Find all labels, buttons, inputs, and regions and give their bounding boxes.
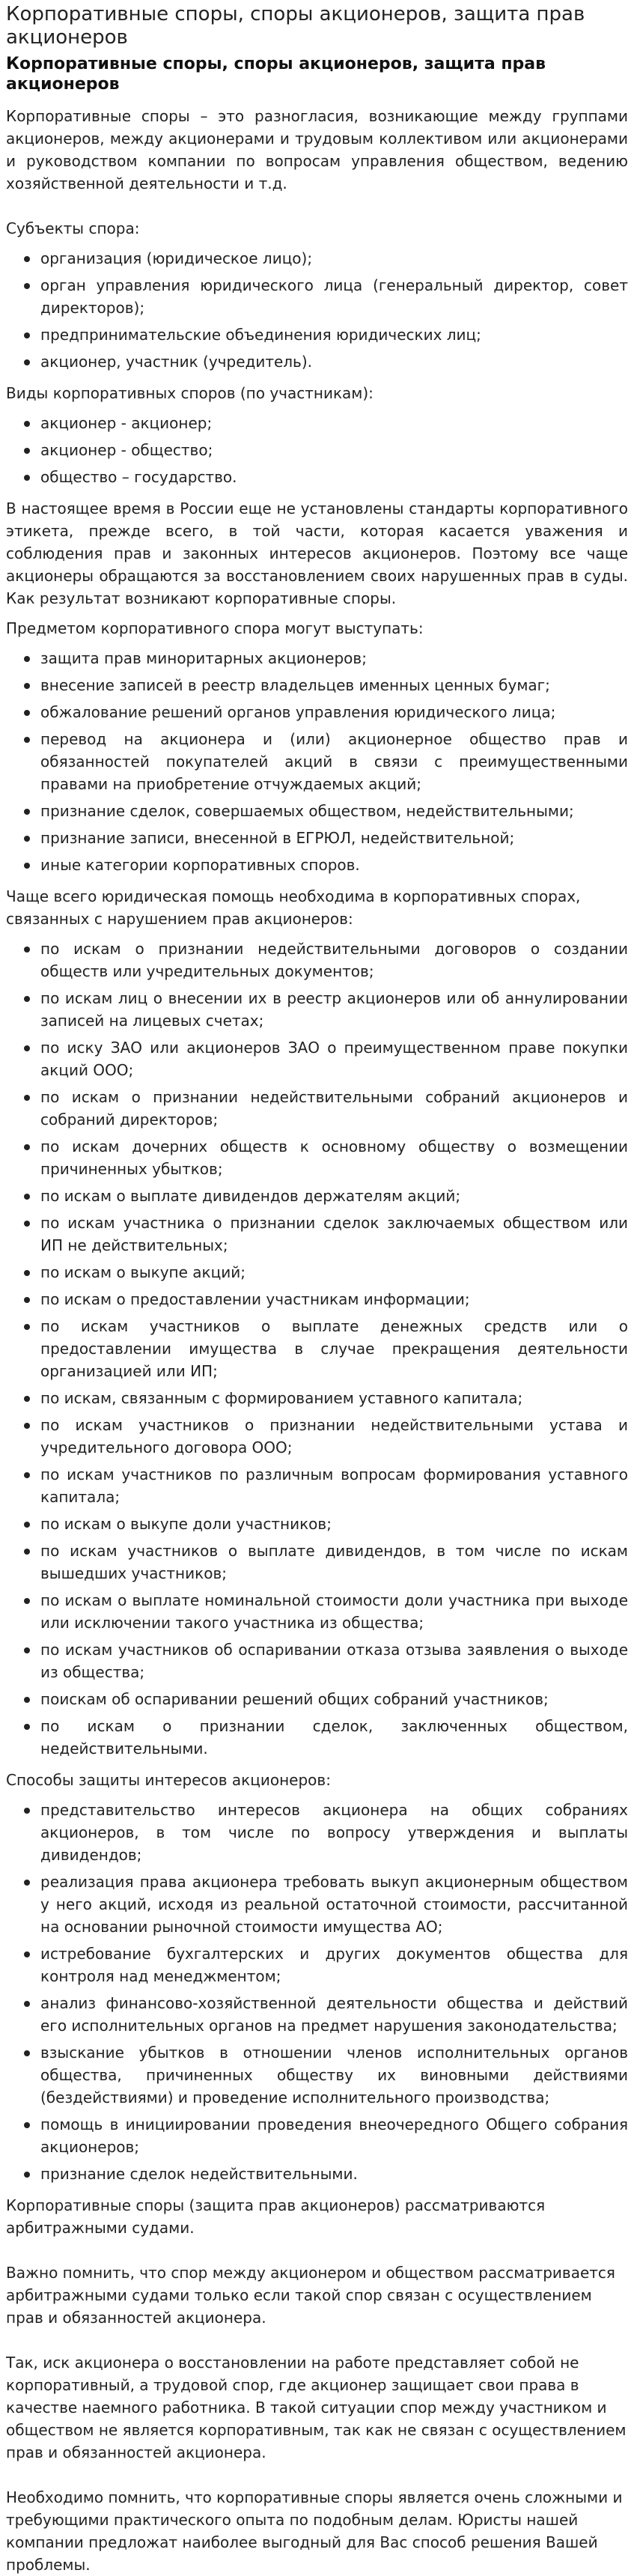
list-item-text: организация (юридическое лицо); xyxy=(40,249,313,267)
bullet-icon xyxy=(24,947,30,953)
list-item-text: по искам лиц о внесении их в реестр акционеров или об аннулировании записей на лицевых счетах; xyxy=(40,989,628,1030)
bullet-icon xyxy=(24,1549,30,1555)
bullet-icon xyxy=(24,1144,30,1150)
list-item-text: реализация права акционера требовать выкуп акционерным обществом у него акций, исходя из реальной остаточной стоимости, рассчитанной на основании рыночной стоимости имущества АО; xyxy=(40,1873,628,1936)
list-item-text: по искам участников о признании недействительными устава и учредительного договора ООО; xyxy=(40,1416,628,1456)
final-paragraph: Необходимо помнить, что корпоративные споры является очень сложными и требующими практического опыта по подобным делам. Юристы нашей компании предложат наиболее выгодный для Вас способ решения Вашей проблемы. xyxy=(6,2488,623,2574)
list-item-text: по искам дочерних обществ к основному обществу о возмещении причиненных убытков; xyxy=(40,1137,628,1178)
bullet-icon xyxy=(24,448,30,454)
list-item xyxy=(40,1638,628,1683)
list-item xyxy=(40,1387,628,1409)
legal-help-title: Чаще всего юридическая помощь необходима в корпоративных спорах, связанных с нарушением прав акционеров: xyxy=(6,887,581,928)
list-item xyxy=(40,1135,628,1180)
bullet-icon xyxy=(24,2172,30,2178)
list-item-text: признание сделок, совершаемых обществом, недействительными; xyxy=(40,802,574,820)
list-item-text: акционер - общество; xyxy=(40,441,213,459)
list-item-text: по иску ЗАО или акционеров ЗАО о преимущественном праве покупки акций ООО; xyxy=(40,1039,628,1079)
russia-paragraph: В настоящее время в России еще не установлены стандарты корпоративного этикета, прежде всего, в той части, которая касается уважения и соблюдения прав и законных интересов акционеров. Поэтому все чаще акционеры обращаются за восстановлением своих нарушенных прав в суды. Как результат возникают корпоративные споры. xyxy=(6,499,628,607)
bullet-icon xyxy=(24,1808,30,1814)
bullet-icon xyxy=(24,1270,30,1276)
list-item xyxy=(40,1688,628,1710)
list-item xyxy=(40,1589,628,1634)
list-item xyxy=(40,247,628,270)
list-item-text: по искам участников об оспаривании отказа отзыва заявления о выходе из общества; xyxy=(40,1641,628,1681)
list-item xyxy=(40,1715,628,1760)
list-item-text: общество – государство. xyxy=(40,468,237,486)
list-item-text: акционер - акционер; xyxy=(40,414,213,432)
list-item-text: по искам о предоставлении участникам информации; xyxy=(40,1290,470,1308)
bullet-icon xyxy=(24,1598,30,1604)
bullet-icon xyxy=(24,836,30,842)
spacer xyxy=(6,2239,628,2261)
list-item-text: помощь в инициировании проведения внеочередного Общего собрания акционеров; xyxy=(40,2115,628,2156)
list-item-text: перевод на акционера и (или) акционерное общество прав и обязанностей покупателей акций в связи с преимущественными правами на приобретение отчуждаемых акций; xyxy=(40,730,628,793)
bullet-icon xyxy=(24,2122,30,2128)
list-item-text: орган управления юридического лица (генеральный директор, совет директоров); xyxy=(40,276,628,317)
bullet-icon xyxy=(24,1095,30,1101)
important-paragraph: Важно помнить, что спор между акционером и обществом рассматривается арбитражными судами только если такой спор связан с осуществлением прав и обязанностей акционера. xyxy=(6,2264,615,2327)
list-item-text: поискам об оспаривании решений общих собраний участников; xyxy=(40,1690,549,1708)
list-item xyxy=(40,1185,628,1207)
list-item-text: признание сделок недействительными. xyxy=(40,2165,358,2183)
list-item xyxy=(40,728,628,795)
list-item-text: защита прав миноритарных акционеров; xyxy=(40,649,367,667)
list-item-text: акционер, участник (учредитель). xyxy=(40,353,313,371)
list-item xyxy=(40,1036,628,1081)
bullet-icon xyxy=(24,1951,30,1957)
article-heading: Корпоративные споры, споры акционеров, защита прав акционеров xyxy=(6,55,546,94)
spacer xyxy=(6,2464,628,2486)
bullet-icon xyxy=(24,1423,30,1429)
list-item xyxy=(40,1463,628,1508)
list-item-text: предпринимательские объединения юридических лиц; xyxy=(40,326,481,344)
list-item xyxy=(40,827,628,849)
spacer xyxy=(6,195,628,217)
bullet-icon xyxy=(24,1880,30,1886)
bullet-icon xyxy=(24,256,30,262)
bullet-icon xyxy=(24,332,30,338)
arbitration-paragraph: Корпоративные споры (защита прав акционеров) рассматриваются арбитражными судами. xyxy=(6,2196,546,2237)
bullet-icon xyxy=(24,475,30,481)
bullet-icon xyxy=(24,1324,30,1330)
list-item xyxy=(40,674,628,696)
bullet-icon xyxy=(24,1697,30,1703)
list-item-text: по искам о признании недействительными договоров о создании обществ или учредительных документов; xyxy=(40,940,628,980)
list-item xyxy=(40,1212,628,1257)
bullet-icon xyxy=(24,359,30,365)
list-item xyxy=(40,1540,628,1585)
bullet-icon xyxy=(24,809,30,815)
intro-paragraph: Корпоративные споры – это разногласия, возникающие между группами акционеров, между акционерами и трудовым коллективом или акционерами и руководством компании по вопросам управления обществом, ведению хозяйственной деятельности и т.д. xyxy=(6,107,628,192)
list-item-text: по искам о выплате номинальной стоимости доли участника при выходе или исключении такого участника из общества; xyxy=(40,1591,628,1632)
list-item-text: иные категории корпоративных споров. xyxy=(40,856,360,874)
list-item xyxy=(40,1871,628,1938)
legal-help-list xyxy=(6,938,628,1760)
bullet-icon xyxy=(24,996,30,1002)
list-item xyxy=(40,1261,628,1284)
bullet-icon xyxy=(24,1297,30,1303)
list-item xyxy=(40,1086,628,1131)
bullet-icon xyxy=(24,2050,30,2056)
bullet-icon xyxy=(24,2001,30,2007)
list-item-text: по искам участников о выплате дивидендов, в том числе по искам вышедших участников; xyxy=(40,1542,628,1582)
list-item xyxy=(40,1942,628,1987)
bullet-icon xyxy=(24,1472,30,1478)
list-item xyxy=(40,323,628,346)
bullet-icon xyxy=(24,1221,30,1227)
list-item xyxy=(40,800,628,822)
list-item-text: по искам участников о выплате денежных средств или о предоставлении имущества в случае прекращения деятельности организацией или ИП; xyxy=(40,1317,628,1380)
list-item-text: по искам о выкупе акций; xyxy=(40,1263,246,1281)
list-item xyxy=(40,1315,628,1382)
list-item xyxy=(40,1288,628,1310)
list-item xyxy=(40,412,628,434)
bullet-icon xyxy=(24,1194,30,1200)
list-item xyxy=(40,701,628,723)
list-item-text: истребование бухгалтерских и других документов общества для контроля над менеджментом; xyxy=(40,1945,628,1985)
types-list xyxy=(6,412,628,488)
list-item xyxy=(40,1799,628,1866)
list-item xyxy=(40,2113,628,2158)
list-item xyxy=(40,987,628,1032)
list-item xyxy=(40,2041,628,2109)
bullet-icon xyxy=(24,737,30,743)
subject-matter-list xyxy=(6,647,628,876)
list-item-text: взыскание убытков в отношении членов исполнительных органов общества, причиненных обществу их виновными действиями (бездействиями) и проведение исполнительного производства; xyxy=(40,2044,628,2106)
bullet-icon xyxy=(24,1724,30,1730)
spacer xyxy=(6,2329,628,2351)
bullet-icon xyxy=(24,656,30,662)
bullet-icon xyxy=(24,1647,30,1653)
list-item-text: по искам о признании сделок, заключенных обществом, недействительными. xyxy=(40,1717,628,1758)
list-item xyxy=(40,647,628,669)
list-item xyxy=(40,1992,628,2037)
bullet-icon xyxy=(24,283,30,289)
list-item xyxy=(40,466,628,488)
list-item-text: признание записи, внесенной в ЕГРЮЛ, недействительной; xyxy=(40,829,515,847)
subject-matter-title: Предметом корпоративного спора могут выступать: xyxy=(6,619,424,637)
bullet-icon xyxy=(24,1396,30,1402)
list-item-text: по искам о признании недействительными собраний акционеров и собраний директоров; xyxy=(40,1088,628,1128)
bullet-icon xyxy=(24,710,30,716)
list-item-text: внесение записей в реестр владельцев именных ценных бумаг; xyxy=(40,676,550,694)
bullet-icon xyxy=(24,421,30,427)
protection-list xyxy=(6,1799,628,2185)
list-item-text: анализ финансово-хозяйственной деятельности общества и действий его исполнительных органов на предмет нарушения законодательства; xyxy=(40,1994,628,2035)
types-title: Виды корпоративных споров (по участникам): xyxy=(6,384,374,402)
list-item-text: представительство интересов акционера на общих собраниях акционеров, в том числе по вопросу утверждения и выплаты дивидендов; xyxy=(40,1801,628,1864)
list-item-text: по искам участника о признании сделок заключаемых обществом или ИП не действительных; xyxy=(40,1214,628,1254)
list-item xyxy=(40,439,628,461)
subjects-list xyxy=(6,247,628,373)
bullet-icon xyxy=(24,1045,30,1051)
list-item-text: по искам участников по различным вопросам формирования уставного капитала; xyxy=(40,1465,628,1506)
bullet-icon xyxy=(24,863,30,869)
list-item xyxy=(40,274,628,319)
labor-dispute-paragraph: Так, иск акционера о восстановлении на работе представляет собой не корпоративный, а трудовой спор, где акционер защищает свои права в качестве наемного работника. В такой ситуации спор между участником и обществом не является корпоративным, так как не связан с осуществлением прав и обязанностей акционера. xyxy=(6,2354,627,2461)
list-item xyxy=(40,938,628,982)
list-item xyxy=(40,854,628,876)
list-item-text: по искам о выкупе доли участников; xyxy=(40,1515,332,1533)
list-item xyxy=(40,1414,628,1459)
bullet-icon xyxy=(24,1522,30,1528)
page-title: Корпоративные споры, споры акционеров, защита прав акционеров xyxy=(6,3,585,49)
list-item xyxy=(40,1513,628,1535)
subjects-title: Субъекты спора: xyxy=(6,219,140,237)
list-item-text: обжалование решений органов управления юридического лица; xyxy=(40,703,556,721)
protection-title: Способы защиты интересов акционеров: xyxy=(6,1771,331,1789)
list-item-text: по искам, связанным с формированием уставного капитала; xyxy=(40,1389,523,1407)
list-item-text: по искам о выплате дивидендов держателям акций; xyxy=(40,1187,461,1205)
list-item xyxy=(40,350,628,373)
list-item xyxy=(40,2163,628,2185)
bullet-icon xyxy=(24,683,30,689)
